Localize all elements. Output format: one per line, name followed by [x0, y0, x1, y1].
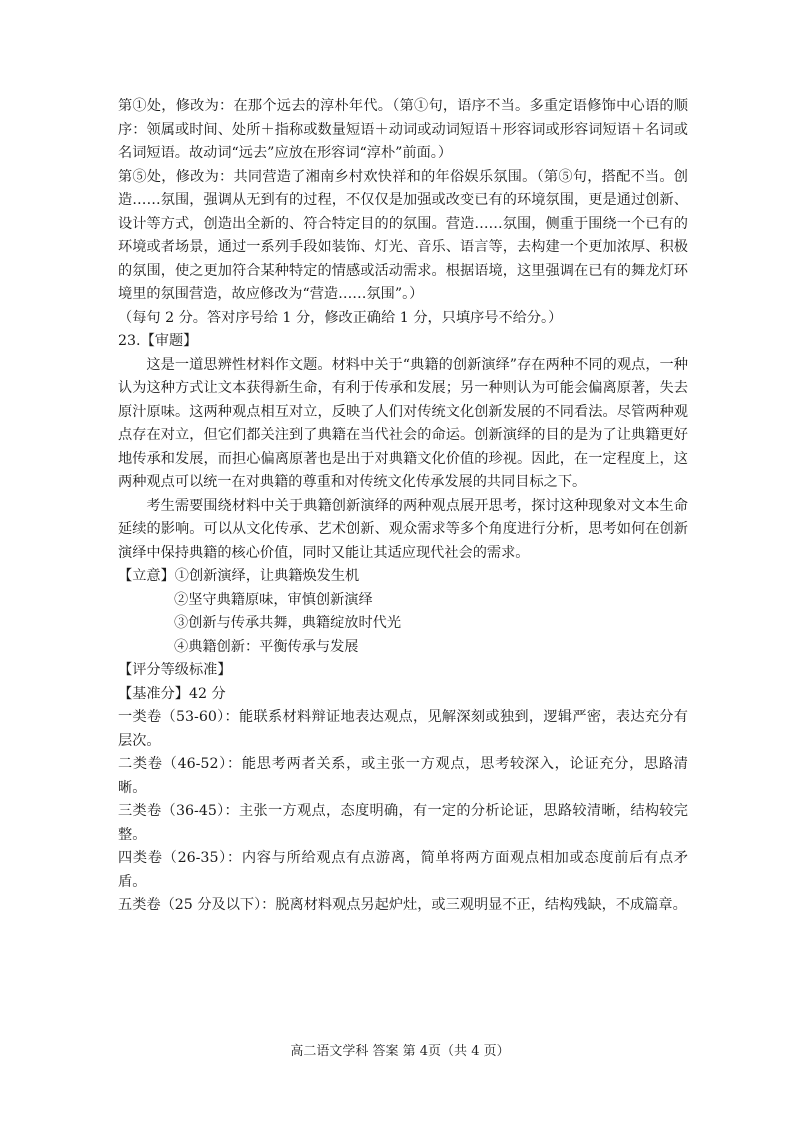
page-footer: 高二语文学科 答案 第 4页（共 4 页） — [290, 1044, 510, 1059]
grading-heading: 【评分等级标准】 — [118, 662, 232, 678]
liyi-item-4: ④典籍创新：平衡传承与发展 — [174, 638, 359, 655]
liyi-item-2: ②坚守典籍原味，审慎创新演绎 — [174, 591, 373, 608]
liyi-item-1: ①创新演绎，让典籍焕发生机 — [174, 568, 360, 584]
q23-paragraph-2: 考生需要围绕材料中关于典籍创新演绎的两种观点展开思考，探讨这种现象对文本生命延续的影响。可以从文化传承、艺术创新、观众需求等多个角度进行分析，思考如何在创新演绎中保持典籍的核心价值，同时又能让其适应现代社会的需求。 — [118, 497, 688, 561]
answer-page — [118, 95, 688, 918]
scoring-note: （每句 2 分。答对序号给 1 分，修改正确给 1 分，只填序号不给分。） — [118, 309, 563, 326]
grade-level-2: 二类卷（46-52）：能思考两者关系，或主张一方观点，思考较深入，论证充分，思路清晰。 — [118, 756, 688, 796]
q23-heading: 23.【审题】 — [118, 333, 198, 349]
grade-level-4: 四类卷（26-35）：内容与所给观点有点游离，简单将两方面观点相加或态度前后有点矛盾。 — [118, 850, 688, 890]
liyi-label: 【立意】 — [118, 568, 175, 584]
grade-level-5: 五类卷（25 分及以下）：脱离材料观点另起炉灶，或三观明显不正，结构残缺，不成篇章。 — [118, 897, 687, 913]
answer-item-5: 第⑤处，修改为：共同营造了湘南乡村欢快祥和的年俗娱乐氛围。（第⑤句，搭配不当。创造……氛围，强调从无到有的过程，不仅仅是加强或改变已有的环境氛围，更是通过创新、设计等方式，创造出全新的、符合特定目的的氛围。营造……氛围，侧重于围绕一个已有的环境或者场景，通过一系列手段如装饰、灯光、音乐、语言等，去构建一个更加浓厚、积极的氛围，使之更加符合某种特定的情感或活动需求。根据语境，这里强调在已有的舞龙灯环境里的氛围营造，故应修改为“营造……氛围”。） — [118, 168, 688, 302]
liyi-item-3: ③创新与传承共舞，典籍绽放时代光 — [174, 615, 402, 631]
grade-level-3: 三类卷（36-45）：主张一方观点，态度明确，有一定的分析论证，思路较清晰，结构较完整。 — [118, 803, 688, 843]
answer-item-1: 第①处，修改为：在那个远去的淳朴年代。（第①句，语序不当。多重定语修饰中心语的顺序：领属或时间、处所＋指称或数量短语＋动词或动词短语＋形容词或形容词短语＋名词或名词短语。故动词“远去”应放在形容词“淳朴”前面。） — [118, 98, 688, 161]
q23-paragraph-1: 这是一道思辨性材料作文题。材料中关于“典籍的创新演绎”存在两种不同的观点，一种认为这种方式让文本获得新生命，有利于传承和发展；另一种则认为可能会偏离原著，失去原汁原味。这两种观点相互对立，反映了人们对传统文化创新发展的不同看法。尽管两种观点存在对立，但它们都关注到了典籍在当代社会的命运。创新演绎的目的是为了让典籍更好地传承和发展，而担心偏离原著也是出于对典籍文化价值的珍视。因此，在一定程度上，这两种观点可以统一在对典籍的尊重和对传统文化传承发展的共同目标之下。 — [118, 356, 688, 490]
liyi-row — [118, 565, 688, 589]
grade-level-1: 一类卷（53-60）：能联系材料辩证地表达观点，见解深刻或独到，逻辑严密，表达充分有层次。 — [118, 709, 688, 749]
base-score: 【基准分】42 分 — [118, 685, 226, 702]
